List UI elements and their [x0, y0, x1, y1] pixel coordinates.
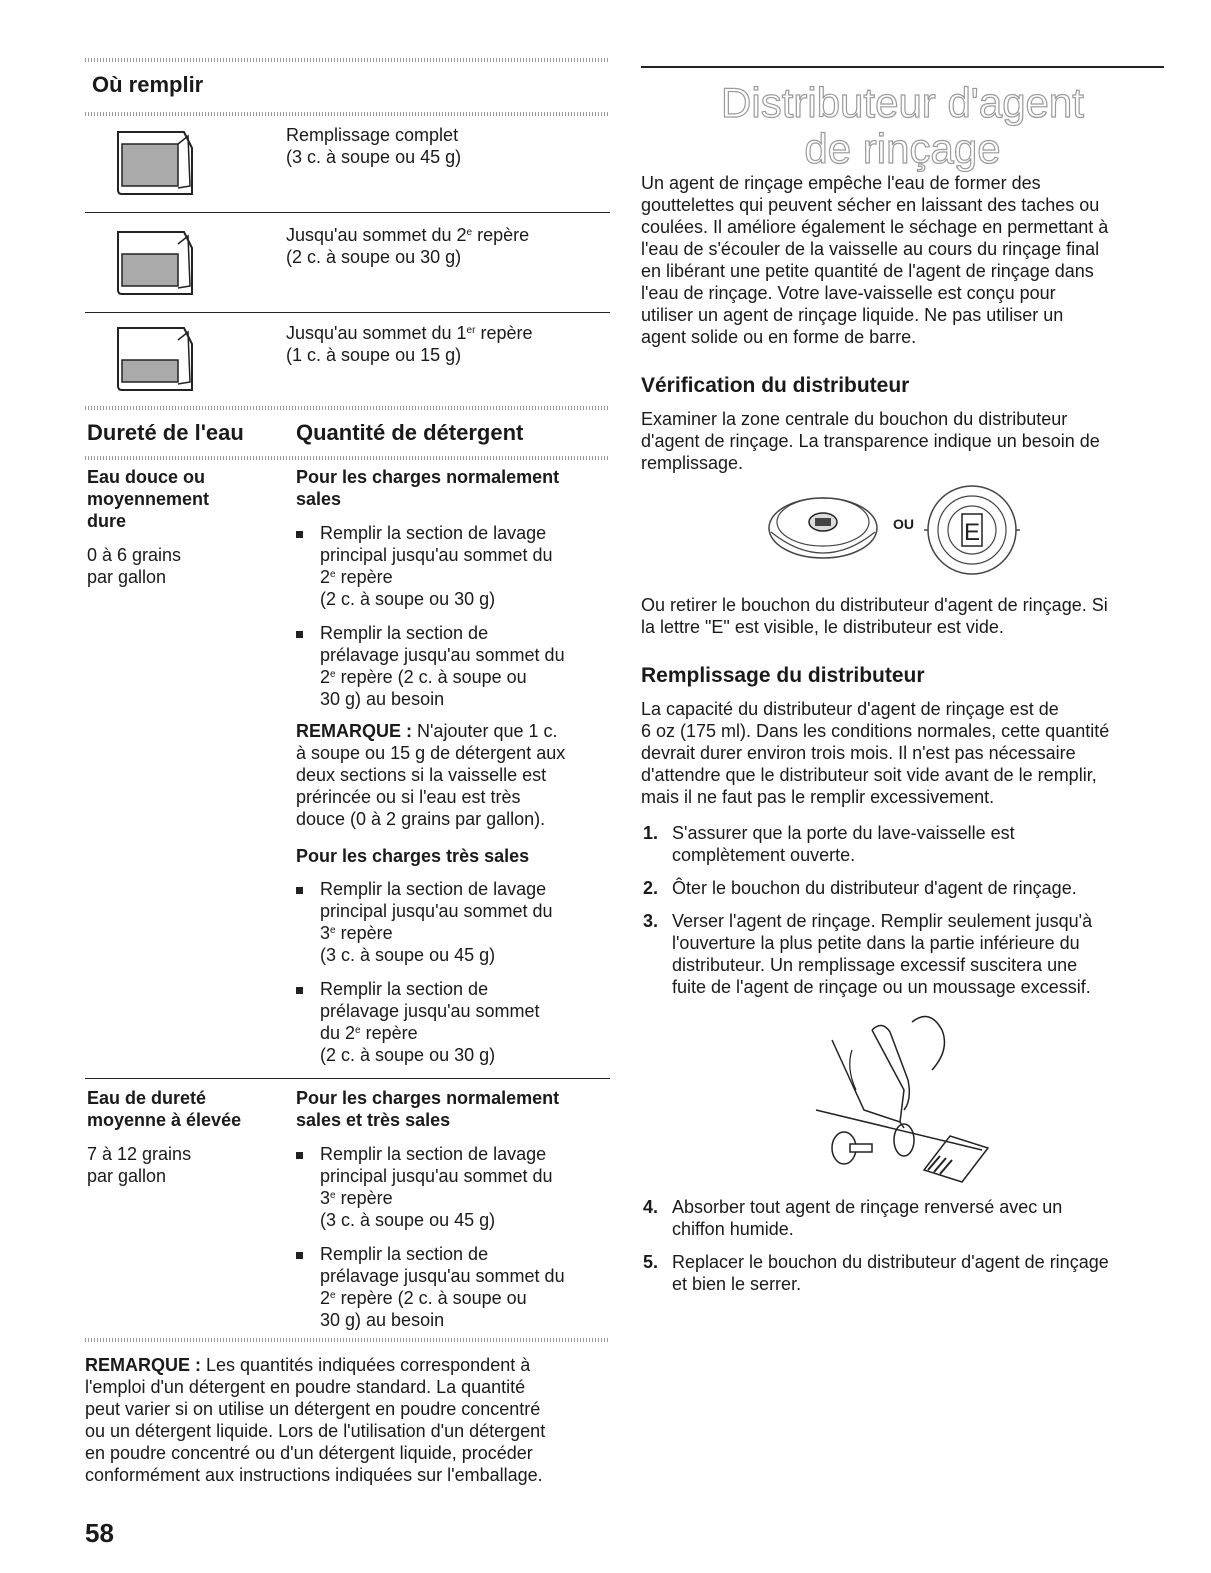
table-header-rule [85, 456, 610, 460]
retirer-text: Ou retirer le bouchon du distributeur d'agent de rinçage. Si la lettre "E" est visible, le distributeur est vide. [641, 595, 1108, 637]
soft-water-grains: 0 à 6 grains par gallon [87, 545, 182, 587]
detergent-note: REMARQUE : Les quantités indiquées correspondent à l'emploi d'un détergent en poudre standard. La quantité peut varier si on utilise un détergent en poudre concentré ou un détergent liquide. Lors de l'utilisation d'un détergent en poudre concentré ou d'un détergent liquide, procéder conformément aux instructions indiquées sur l'emballage. [85, 1355, 546, 1485]
soft-bullet-4: Remplir la section de prélavage jusqu'au sommet du 2e repère (2 c. à soupe ou 30 g) [320, 979, 540, 1065]
col-quantity-heading: Quantité de détergent [296, 420, 524, 445]
verif-text: Examiner la zone centrale du bouchon du distributeur d'agent de rinçage. La transparence indique un besoin de remplissage. [641, 409, 1100, 473]
fill-level-1: Remplissage complet (3 c. à soupe ou 45 g) [286, 125, 462, 167]
remplissage-paragraph: La capacité du distributeur d'agent de rinçage est de 6 oz (175 ml). Dans les conditions normales, cette quantité devrait durer environ trois mois. Il n'est pas nécessaire d'attendre que le distributeur soit vide avant de le remplir, mais il ne faut pas le remplir excessivement. [641, 699, 1110, 807]
bullet [296, 1152, 303, 1159]
hard-water-grains: 7 à 12 grains par gallon [87, 1144, 192, 1186]
soft-bullet-2: Remplir la section de prélavage jusqu'au sommet du 2e repère (2 c. à soupe ou 30 g) au besoin [320, 623, 565, 709]
soft-bullet-1: Remplir la section de lavage principal jusqu'au sommet du 2e repère (2 c. à soupe ou 30 g) [320, 523, 553, 609]
step-number: 1. [643, 823, 659, 843]
hard-bullet-2: Remplir la section de prélavage jusqu'au sommet du 2e repère (2 c. à soupe ou 30 g) au besoin [320, 1244, 565, 1330]
fill-divider-2 [85, 312, 610, 313]
step-2-text: Ôter le bouchon du distributeur d'agent de rinçage. [672, 878, 1077, 898]
fill-divider-1 [85, 212, 610, 213]
bullet [296, 631, 303, 638]
ou-remplir-rule [85, 112, 610, 116]
soft-normal-heading: Pour les charges normalement sales [296, 467, 560, 509]
step-number: 4. [643, 1197, 659, 1217]
cap-top-view-icon [763, 484, 883, 574]
row-divider [85, 1078, 610, 1079]
fill-level-3: Jusqu'au sommet du 1er repère (1 c. à soupe ou 15 g) [286, 323, 533, 365]
fill-level-2: Jusqu'au sommet du 2e repère (2 c. à soupe ou 30 g) [286, 225, 530, 267]
bullet [296, 987, 303, 994]
bullet [296, 887, 303, 894]
cap-letter: E [963, 519, 981, 546]
step-number: 2. [643, 878, 659, 898]
rinse-intro: Un agent de rinçage empêche l'eau de former des gouttelettes qui peuvent sécher en laissant des taches ou coulées. Il améliore également le séchage en permettant à l'eau de s'écouler de la vaisselle au cours du rinçage final en libérant une petite quantité de l'agent de rinçage dans l'eau de rinçage. Votre lave-vaisselle est conçu pour utiliser un agent de rinçage liquide. Ne pas utiliser un agent solide ou en forme de barre. [641, 173, 1109, 347]
step-4-text: Absorber tout agent de rinçage renversé avec un chiffon humide. [672, 1197, 1063, 1239]
ou-label: OU [893, 516, 914, 532]
remplissage-heading: Remplissage du distributeur [641, 664, 925, 687]
step-5-text: Replacer le bouchon du distributeur d'agent de rinçage et bien le serrer. [672, 1252, 1109, 1294]
ou-remplir-heading: Où remplir [92, 72, 204, 97]
detergent-cup-first-line-icon [112, 322, 200, 394]
bullet [296, 531, 303, 538]
soft-heavy-heading: Pour les charges très sales [296, 846, 530, 866]
soft-remarque: REMARQUE : N'ajouter que 1 c. à soupe ou 15 g de détergent aux deux sections si la vaisselle est prérincée ou si l'eau est très douce (0 à 2 grains par gallon). [296, 721, 566, 829]
verif-heading: Vérification du distributeur [641, 374, 910, 397]
step-1-text: S'assurer que la porte du lave-vaisselle est complètement ouverte. [672, 823, 1015, 865]
step-number: 5. [643, 1252, 659, 1272]
hard-heading: Pour les charges normalement sales et très sales [296, 1088, 560, 1130]
page-number: 58 [85, 1518, 114, 1548]
hard-bullet-1: Remplir la section de lavage principal jusqu'au sommet du 3e repère (3 c. à soupe ou 45 g) [320, 1144, 553, 1230]
detergent-cup-full-icon [112, 126, 200, 198]
section-title: Distributeur d'agent de rinçage [721, 79, 1084, 172]
pouring-rinse-aid-illustration [812, 1010, 992, 1185]
col-hardness-heading: Dureté de l'eau [87, 420, 244, 445]
cap-empty-indicator-icon [922, 480, 1022, 580]
detergent-cup-second-line-icon [112, 226, 200, 298]
table-bottom-rule [85, 1338, 610, 1342]
top-left-rule [85, 58, 610, 62]
bullet [296, 1252, 303, 1259]
step-number: 3. [643, 911, 659, 931]
step-3-text: Verser l'agent de rinçage. Remplir seulement jusqu'à l'ouverture la plus petite dans la partie inférieure du distributeur. Un remplissage excessif suscitera une fuite de l'agent de rinçage ou un moussage excessif. [672, 911, 1093, 997]
hard-water-label: Eau de dureté moyenne à élevée [87, 1088, 242, 1130]
soft-bullet-3: Remplir la section de lavage principal jusqu'au sommet du 3e repère (3 c. à soupe ou 45 g) [320, 879, 553, 965]
soft-water-label: Eau douce ou moyennement dure [87, 467, 210, 531]
top-right-rule [641, 66, 1164, 68]
table-top-rule [85, 406, 610, 410]
